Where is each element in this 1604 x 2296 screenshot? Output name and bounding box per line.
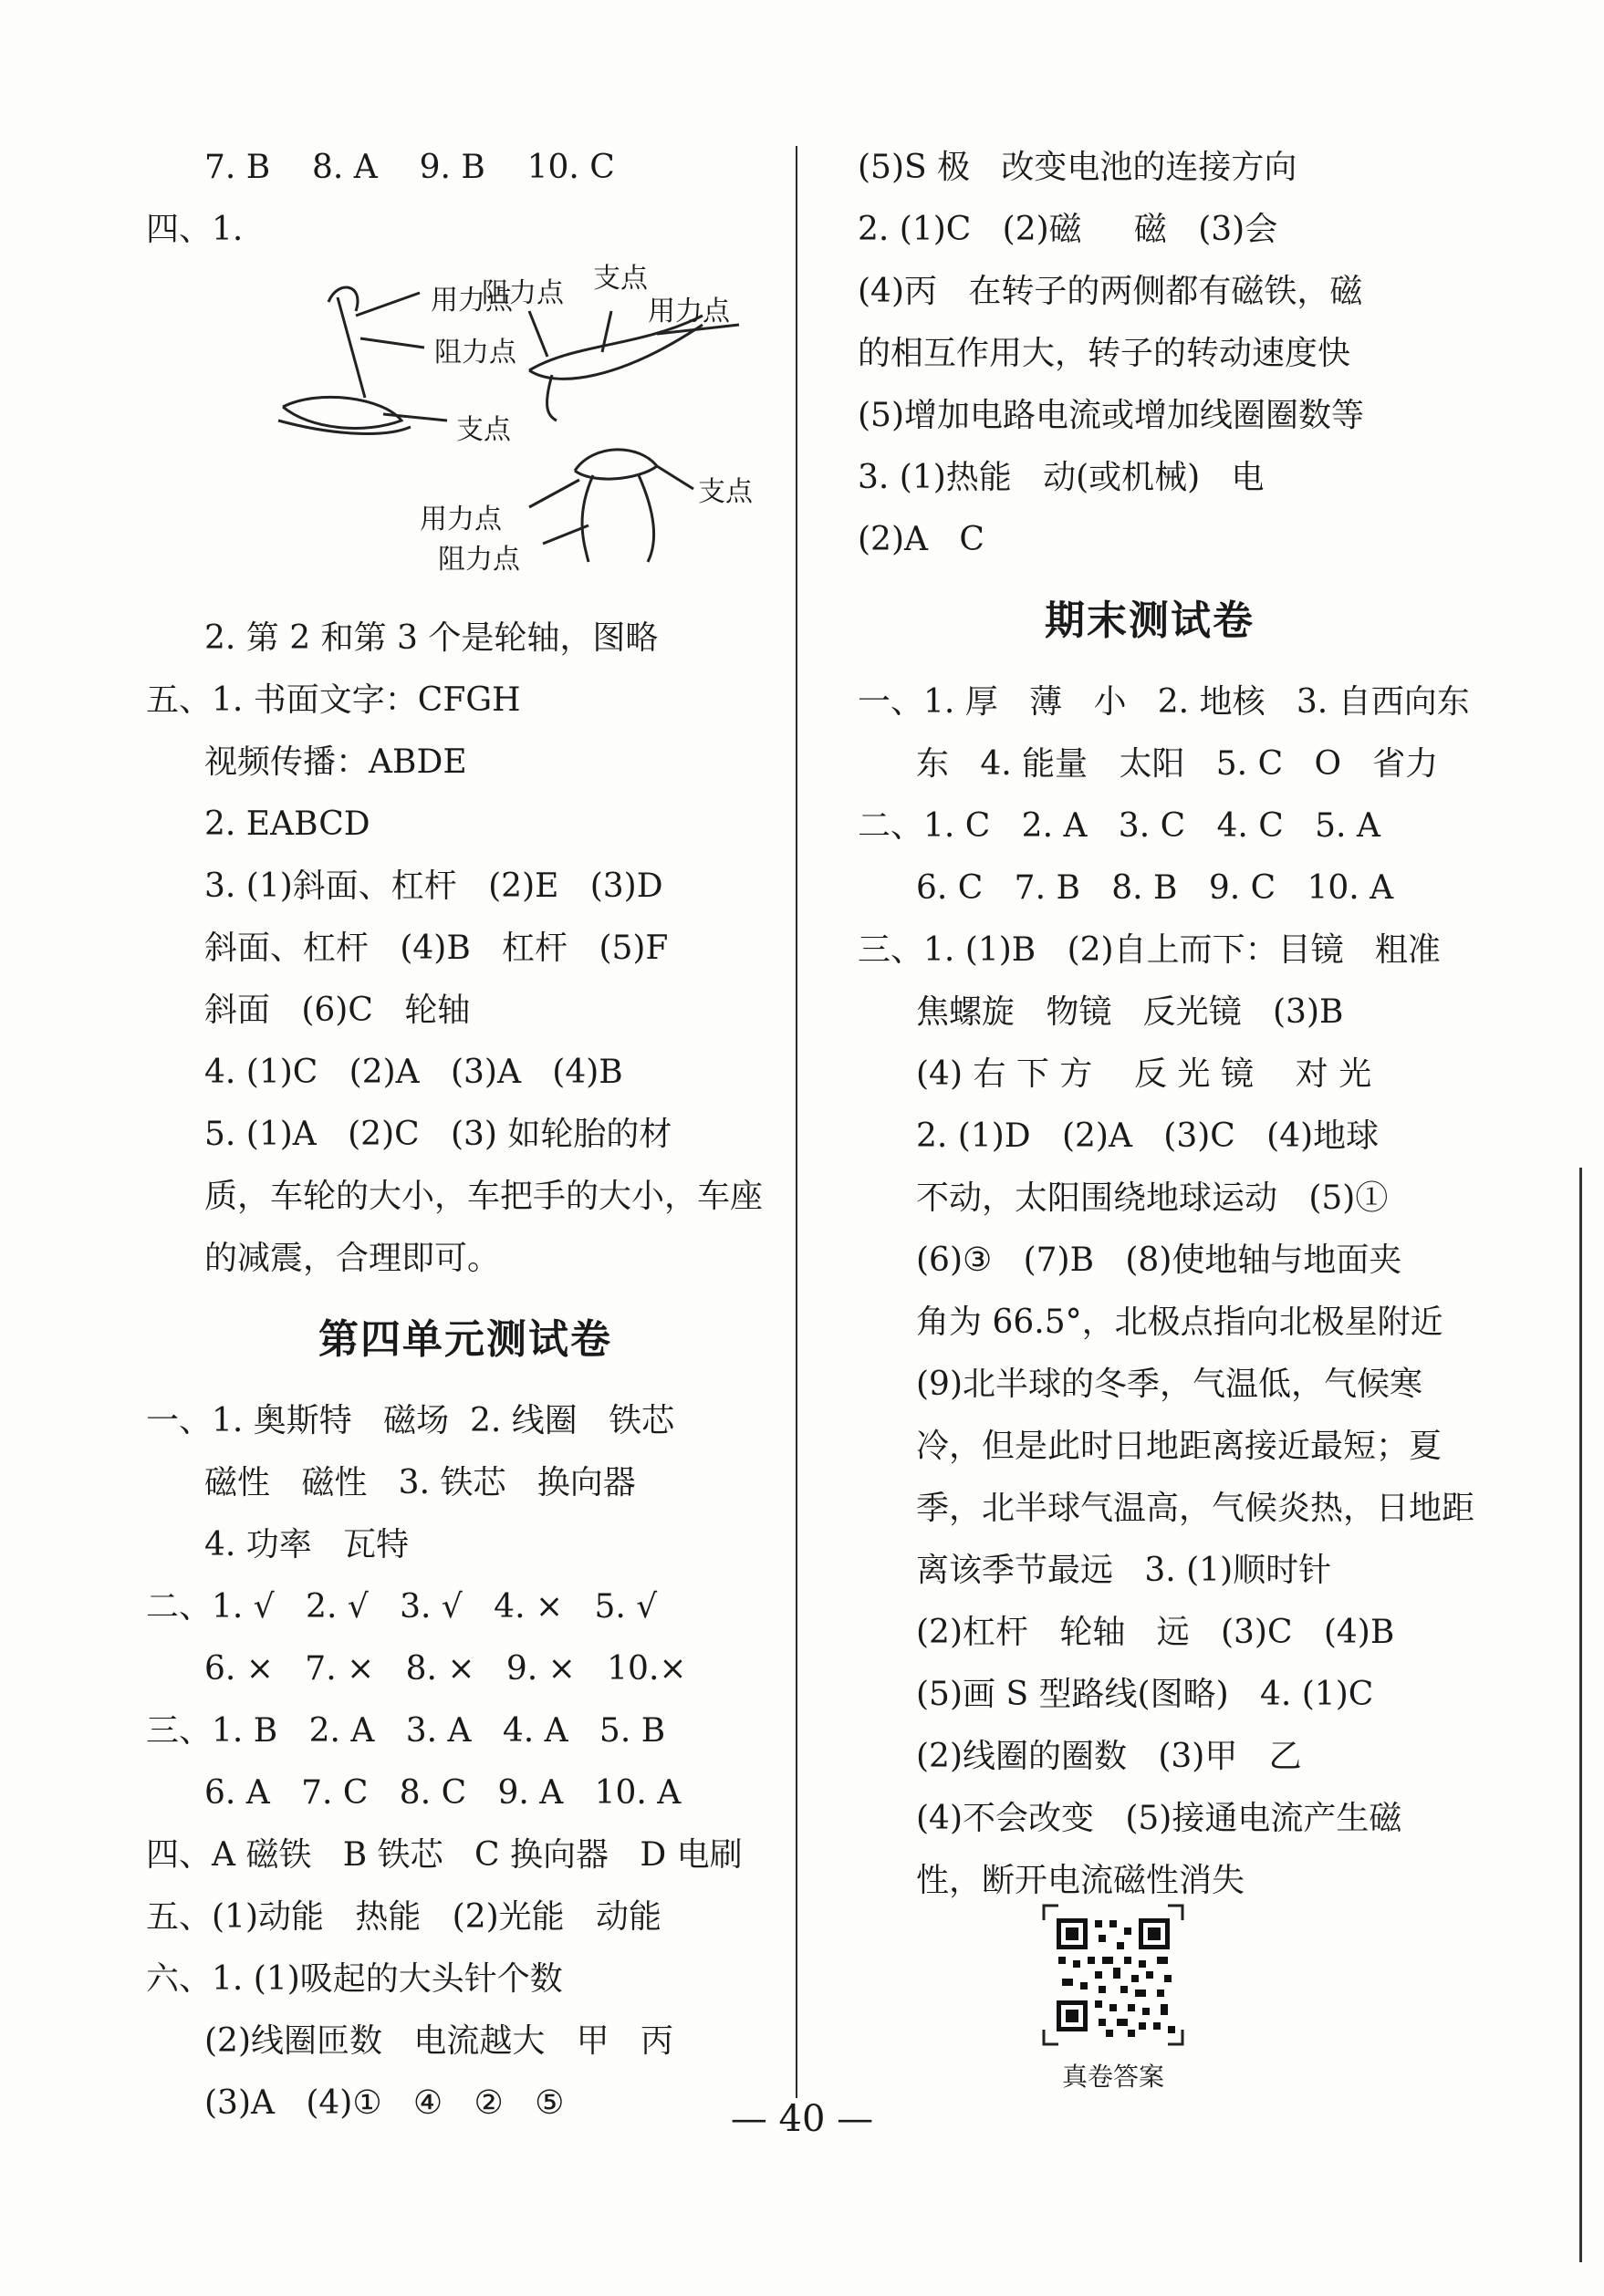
answer-line: 冷，但是此时日地距离接近最短；夏 — [916, 1428, 1443, 1465]
answer-line: 六、1. (1)吸起的大头针个数 — [146, 1960, 563, 1998]
figure-label: 阻力点 — [438, 544, 520, 576]
page-edge-line — [1579, 1168, 1582, 2262]
answer-line: (5)S 极 改变电池的连接方向 — [858, 149, 1297, 186]
answer-line: 二、1. √ 2. √ 3. √ 4. × 5. √ — [146, 1588, 658, 1626]
answer-line: 斜面、杠杆 (4)B 杠杆 (5)F — [204, 930, 669, 967]
answer-line: 三、1. B 2. A 3. A 4. A 5. B — [146, 1712, 666, 1750]
answer-line: 2. (1)D (2)A (3)C (4)地球 — [916, 1117, 1380, 1155]
answer-line: 性，断开电流磁性消失 — [916, 1862, 1245, 1899]
answer-line: 角为 66.5°，北极点指向北极星附近 — [916, 1304, 1443, 1341]
answer-line: 6. × 7. × 8. × 9. × 10.× — [204, 1650, 687, 1688]
answer-line: 二、1. C 2. A 3. C 4. C 5. A — [858, 807, 1380, 845]
answer-line: 3. (1)斜面、杠杆 (2)E (3)D — [204, 867, 663, 905]
answer-line: 四、1. — [146, 211, 244, 248]
answer-line: 季，北半球气温高，气候炎热，日地距 — [916, 1490, 1475, 1527]
answer-line: (4) 右 下 方 反 光 镜 对 光 — [916, 1055, 1372, 1093]
answer-line: 2. 第 2 和第 3 个是轮轴，图略 — [204, 619, 659, 657]
answer-line: (4)丙 在转子的两侧都有磁铁，磁 — [858, 273, 1363, 310]
final-exam-title: 期末测试卷 — [1045, 597, 1255, 644]
page-number: — 40 — — [730, 2098, 874, 2140]
answer-line: 6. C 7. B 8. B 9. C 10. A — [916, 869, 1394, 907]
answer-line: 6. A 7. C 8. C 9. A 10. A — [204, 1774, 682, 1812]
answer-line: 五、(1)动能 热能 (2)光能 动能 — [146, 1898, 661, 1936]
answer-line: 三、1. (1)B (2)自上而下：目镜 粗准 — [858, 931, 1441, 969]
right-column — [858, 137, 1475, 1912]
answer-line: (2)杠杆 轮轴 远 (3)C (4)B — [916, 1614, 1395, 1651]
answer-line: (3)A (4)① ④ ② ⑤ — [204, 2084, 565, 2122]
answer-line: 3. (1)热能 动(或机械) 电 — [858, 459, 1265, 496]
answer-line: (2)线圈匝数 电流越大 甲 丙 — [204, 2022, 673, 2060]
answer-line: 4. 功率 瓦特 — [204, 1526, 410, 1564]
column-divider — [796, 146, 797, 2098]
answer-line: 视频传播：ABDE — [204, 743, 467, 781]
figure-label: 用力点 — [420, 504, 502, 535]
answer-line: (4)不会改变 (5)接通电流产生磁 — [916, 1800, 1402, 1837]
figure-label: 支点 — [456, 414, 511, 446]
qr-block — [1040, 1902, 1186, 2093]
figure-label: 用力点 — [648, 296, 730, 327]
figure-label: 用力点 — [431, 285, 513, 317]
answer-line: 磁性 磁性 3. 铁芯 换向器 — [204, 1464, 636, 1501]
answer-line: (6)③ (7)B (8)使地轴与地面夹 — [916, 1242, 1402, 1279]
answer-line: 焦螺旋 物镜 反光镜 (3)B — [916, 993, 1344, 1031]
answer-line: 4. (1)C (2)A (3)A (4)B — [204, 1054, 623, 1091]
qr-caption: 真卷答案 — [1061, 2062, 1164, 2092]
answer-line: 不动，太阳围绕地球运动 (5)① — [916, 1179, 1389, 1217]
answer-line: 东 4. 能量 太阳 5. C O 省力 — [916, 745, 1439, 783]
answer-line: 的减震，合理即可。 — [204, 1240, 501, 1277]
left-column — [146, 137, 785, 2135]
answer-line: (2)A C — [858, 521, 984, 558]
qr-code-icon — [1040, 1902, 1186, 2048]
answer-line: (5)画 S 型路线(图略) 4. (1)C — [916, 1676, 1374, 1713]
answer-line: 质，车轮的大小，车把手的大小，车座 — [204, 1178, 764, 1215]
answer-line: 2. EABCD — [204, 805, 370, 843]
figure-label: 支点 — [698, 476, 753, 508]
answer-line: 斜面 (6)C 轮轴 — [204, 992, 471, 1029]
figure-label: 支点 — [593, 263, 648, 295]
answer-line: 的相互作用大，转子的转动速度快 — [858, 335, 1351, 372]
lever-figure — [228, 261, 785, 608]
answer-line: 五、1. 书面文字：CFGH — [146, 681, 521, 719]
answer-line: 一、1. 奥斯特 磁场 2. 线圈 铁芯 — [146, 1402, 675, 1439]
answer-line: 四、A 磁铁 B 铁芯 C 换向器 D 电刷 — [146, 1836, 743, 1874]
answer-line: (2)线圈的圈数 (3)甲 乙 — [916, 1738, 1302, 1775]
answer-line: (9)北半球的冬季，气温低，气候寒 — [916, 1366, 1422, 1403]
answer-line: 7. B 8. A 9. B 10. C — [204, 149, 615, 186]
figure-label: 阻力点 — [482, 277, 564, 309]
answer-line: 2. (1)C (2)磁 磁 (3)会 — [858, 211, 1278, 248]
figure-label: 阻力点 — [434, 337, 516, 369]
answer-line: 5. (1)A (2)C (3) 如轮胎的材 — [204, 1116, 672, 1153]
answer-line: (5)增加电路电流或增加线圈圈数等 — [858, 397, 1364, 434]
unit4-title: 第四单元测试卷 — [318, 1316, 612, 1363]
answer-line: 一、1. 厚 薄 小 2. 地核 3. 自西向东 — [858, 683, 1470, 721]
answer-line: 离该季节最远 3. (1)顺时针 — [916, 1552, 1332, 1589]
